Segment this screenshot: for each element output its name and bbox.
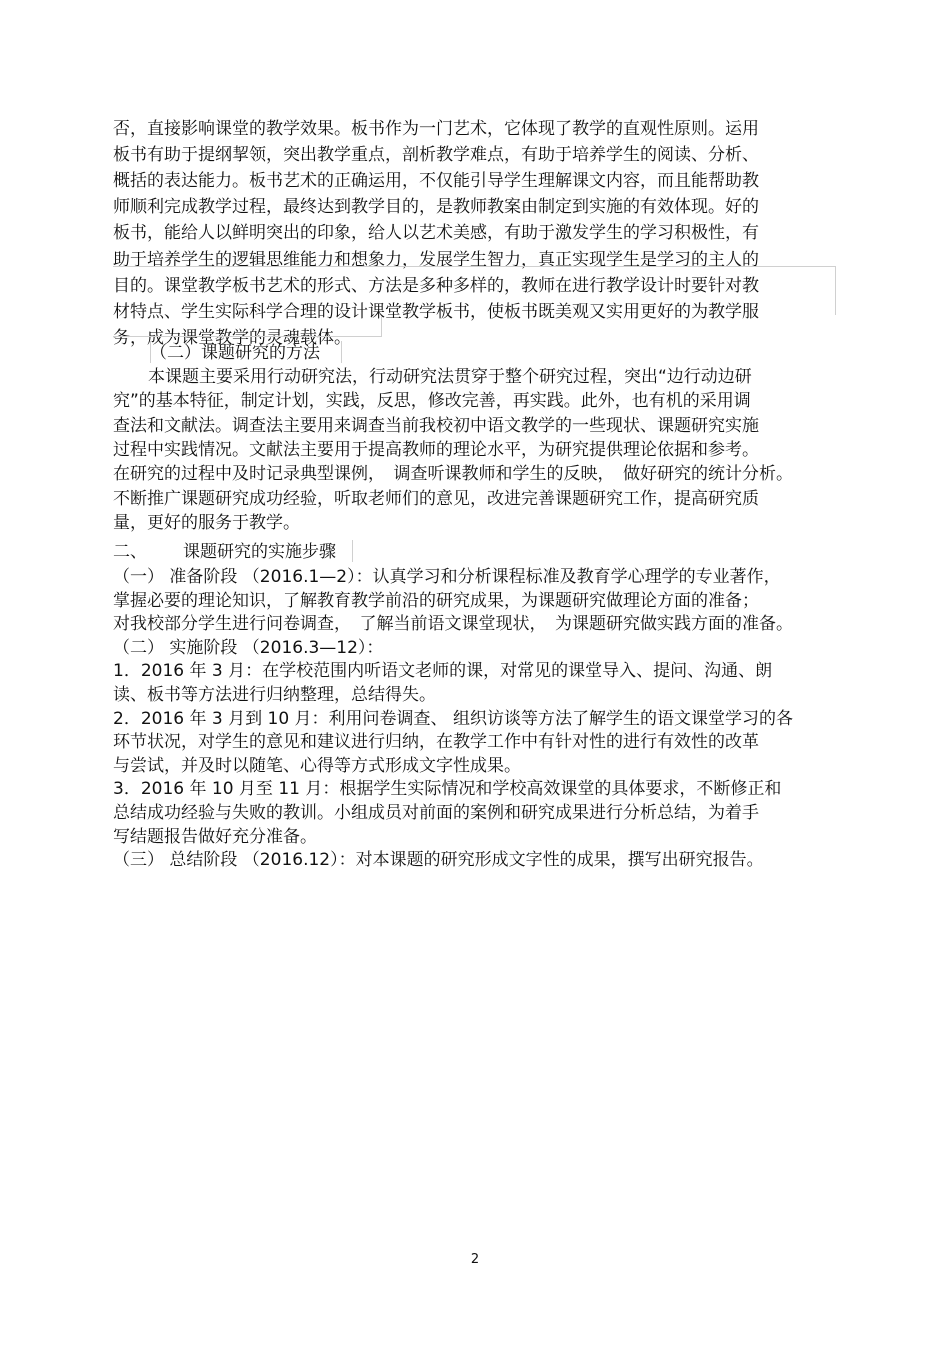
text-frame-border bbox=[113, 316, 382, 337]
text-frame-border bbox=[341, 341, 343, 363]
text-line: 环节状况，对学生的意见和建议进行归纳，在教学工作中有针对性的进行有效性的改革 bbox=[113, 732, 759, 753]
text-frame-border bbox=[113, 266, 836, 315]
text-line: 总结成功经验与失败的教训。小组成员对前面的案例和研究成果进行分析总结，为着手 bbox=[113, 803, 759, 823]
text-line: （三） 总结阶段 （2016.12）：对本课题的研究形成文字性的成果，撰写出研究报告。 bbox=[113, 850, 764, 871]
text-line: 板书，能给人以鲜明突出的印象，给人以艺术美感，有助于激发学生的学习积极性，有 bbox=[113, 223, 759, 244]
text-frame-border bbox=[150, 341, 152, 363]
text-line: 与尝试，并及时以随笔、心得等方式形成文字性成果。 bbox=[113, 755, 521, 776]
section-heading-method: （二）课题研究的方法 bbox=[150, 343, 320, 363]
text-line: 不断推广课题研究成功经验，听取老师们的意见，改进完善课题研究工作，提高研究质 bbox=[113, 488, 759, 509]
text-line: 量，更好的服务于教学。 bbox=[113, 512, 300, 533]
text-line: 助于培养学生的逻辑思维能力和想象力，发展学生智力，真正实现学生是学习的主人的 bbox=[113, 249, 759, 270]
text-line: 概括的表达能力。板书艺术的正确运用，不仅能引导学生理解课文内容，而且能帮助教 bbox=[113, 171, 759, 192]
text-line: 在研究的过程中及时记录典型课例， 调查听课教师和学生的反映， 做好研究的统计分析。 bbox=[113, 464, 793, 485]
text-line: 目的。课堂教学板书艺术的形式、方法是多种多样的，教师在进行教学设计时要针对教 bbox=[113, 275, 759, 296]
text-line: 否，直接影响课堂的教学效果。板书作为一门艺术，它体现了教学的直观性原则。运用 bbox=[113, 119, 759, 139]
text-line: 究”的基本特征，制定计划，实践，反思，修改完善，再实践。此外，也有机的采用调 bbox=[113, 391, 751, 412]
text-frame-border bbox=[352, 540, 354, 562]
text-line: 师顺利完成教学过程，最终达到教学目的，是教师教案由制定到实施的有效体现。好的 bbox=[113, 197, 759, 218]
text-line: 务，成为课堂教学的灵魂载体。 bbox=[113, 327, 351, 348]
text-line: 读、板书等方法进行归纳整理，总结得失。 bbox=[113, 685, 436, 705]
text-line: （二） 实施阶段 （2016.3—12）： bbox=[113, 637, 384, 658]
text-line: 对我校部分学生进行问卷调查， 了解当前语文课堂现状， 为课题研究做实践方面的准备。 bbox=[113, 614, 793, 635]
text-line: 查法和文献法。调查法主要用来调查当前我校初中语文教学的一些现状、课题研究实施 bbox=[113, 415, 759, 436]
text-line: （一） 准备阶段 （2016.1—2）：认真学习和分析课程标准及教育学心理学的专业著作， bbox=[113, 567, 781, 587]
text-line: 本课题主要采用行动研究法，行动研究法贯穿于整个研究过程，突出“边行动边研 bbox=[148, 367, 752, 387]
text-line: 材特点、学生实际科学合理的设计课堂教学板书，使板书既美观又实用更好的为教学服 bbox=[113, 301, 759, 322]
text-line: 2．2016 年 3 月到 10 月：利用问卷调查、 组织访谈等方法了解学生的语文课堂学习的各 bbox=[113, 708, 793, 729]
text-line: 3．2016 年 10 月至 11 月：根据学生实际情况和学校高效课堂的具体要求，不断修正和 bbox=[113, 779, 782, 800]
section-heading-steps-number: 二、 bbox=[113, 542, 147, 562]
text-line: 板书有助于提纲挈领，突出教学重点，剖析教学难点，有助于培养学生的阅读、分析、 bbox=[113, 145, 759, 166]
text-line: 写结题报告做好充分准备。 bbox=[113, 826, 317, 847]
text-line: 过程中实践情况。文献法主要用于提高教师的理论水平，为研究提供理论依据和参考。 bbox=[113, 439, 759, 460]
text-line: 掌握必要的理论知识，了解教育教学前沿的研究成果，为课题研究做理论方面的准备； bbox=[113, 590, 759, 611]
text-line: 1．2016 年 3 月：在学校范围内听语文老师的课，对常见的课堂导入、提问、沟通、朗 bbox=[113, 661, 773, 682]
section-heading-steps: 课题研究的实施步骤 bbox=[183, 542, 336, 562]
page-number: 2 bbox=[470, 1252, 480, 1267]
